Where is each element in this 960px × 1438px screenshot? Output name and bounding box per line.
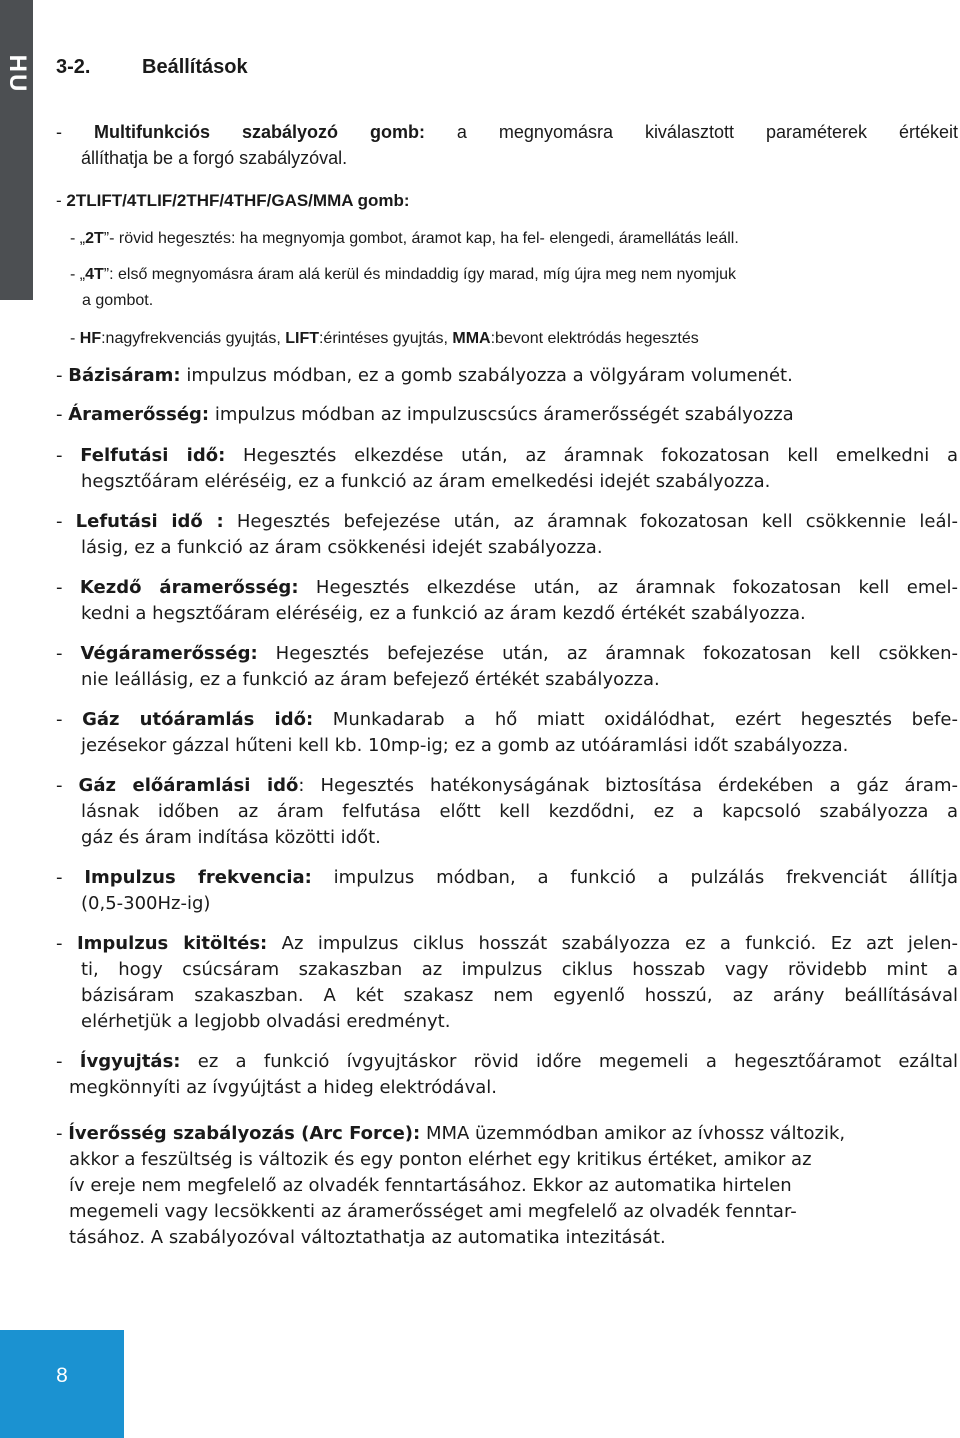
item-base-current (56, 363, 793, 389)
item-ignition-modes (70, 326, 699, 352)
text-line (56, 707, 958, 733)
items-t2-label: 2T (85, 230, 104, 247)
items-arcforce-l1: MMA üzemmódban amikor az ívhossz változik, (420, 1123, 846, 1144)
items-arcforce-l5: tásához. A szabályozóval változtathatja az automatika intezitását. (69, 1227, 666, 1248)
items-pregas-label: Gáz előáramlási idő (78, 775, 299, 796)
items-hf-lift: LIFT (285, 330, 319, 347)
section-title: Beállítások (142, 56, 248, 78)
page-number: 8 (56, 1364, 68, 1387)
items-duty-label: Impulzus kitöltés: (76, 933, 268, 954)
text-line (56, 575, 958, 601)
item-pregas (56, 773, 958, 851)
text-line (56, 119, 958, 145)
text-line (56, 865, 958, 891)
item-current (56, 402, 794, 428)
items-pregas-l2: lásnak időben az áram felfutása előtt kell kezdődni, ez a kapcsoló szabályozza a (81, 801, 958, 822)
dash: - (56, 577, 63, 598)
items-multi-l1: a megnyomásra kiválasztott paraméterek értékeit (424, 122, 958, 142)
items-end-label: Végáramerősség: (80, 643, 258, 664)
item-arc-force (56, 1121, 958, 1251)
item-start-current (56, 575, 958, 627)
items-pregas-l3: gáz és áram indítása közötti időt. (81, 827, 381, 848)
items-current-text: impulzus módban az impulzuscsúcs áramerősségét szabályozza (209, 404, 794, 425)
dash: - (56, 511, 63, 532)
items-pregas-l1: : Hegesztés hatékonyságának biztosítása érdekében a gáz áram- (298, 775, 958, 796)
dash: - (56, 365, 63, 386)
items-duty-l2: ti, hogy csúcsáram szakaszban az impulzus ciklus hosszab vagy rövidebb mint a (81, 959, 958, 980)
item-postgas (56, 707, 958, 759)
dash: - (56, 191, 62, 210)
dash: - (56, 1123, 63, 1144)
items-end-l2: nie leállásig, ez a funkció az áram befejező értékét szabályozza. (81, 669, 660, 690)
items-base-text: impulzus módban, ez a gomb szabályozza a völgyáram volumenét. (180, 365, 793, 386)
items-multi-l2: állíthatja be a forgó szabályzóval. (81, 148, 348, 168)
items-arcforce-l3: ív ereje nem megfelelő az olvadék fenntartásához. Ekkor az automatika hirtelen (69, 1175, 792, 1196)
items-end-l1: Hegesztés befejezése után, az áramnak fokozatosan kell csökken- (257, 643, 958, 664)
text-line (56, 188, 410, 214)
text-line (56, 363, 793, 389)
items-duty-l3: bázisáram szakaszban. A két szakasz nem egyenlő hosszú, az arány beállításával (81, 985, 958, 1006)
dash: - (56, 775, 63, 796)
dash: - (70, 330, 76, 347)
items-multi-label: Multifunkciós szabályozó gomb: (93, 122, 425, 142)
section-heading (56, 56, 248, 79)
language-code: HU (3, 54, 31, 94)
text-line (56, 509, 958, 535)
items-arcforce-label: Íverősség szabályozás (Arc Force): (68, 1123, 421, 1144)
dash: - (56, 643, 63, 664)
items-upslope-l1: Hegesztés elkezdése után, az áramnak fokozatosan kell emelkedni a (225, 445, 958, 466)
items-hf-mma-text: :bevont elektródás hegesztés (490, 330, 699, 347)
items-start-l2: kedni a hegsztőáram eléréséig, ez a funkció az áram kezdő értékét szabályozza. (81, 603, 806, 624)
text-line (56, 641, 958, 667)
item-mode-button (56, 188, 410, 214)
items-current-label: Áramerősség: (68, 404, 210, 425)
items-upslope-label: Felfutási idő: (80, 445, 226, 466)
items-t4-prefix: - „ (70, 266, 86, 283)
items-hotstart-l2: megkönnyíti az ívgyújtást a hideg elektródával. (69, 1077, 497, 1098)
dash: - (56, 122, 62, 142)
item-multifunction (56, 119, 958, 171)
items-mode-label: 2TLIFT/4TLIF/2THF/4THF/GAS/MMA gomb: (66, 191, 410, 210)
dash: - (56, 933, 63, 954)
language-tab (0, 0, 33, 300)
items-upslope-l2: hegsztőáram eléréséig, ez a funkció az áram emelkedési idejét szabályozza. (81, 471, 771, 492)
items-t4-label: 4T (85, 266, 104, 283)
items-base-label: Bázisáram: (68, 365, 181, 386)
dash: - (56, 404, 63, 425)
text-line (56, 773, 958, 799)
item-pulse-duty (56, 931, 958, 1035)
items-hf-hf: HF (79, 330, 102, 347)
items-postgas-l1: Munkadarab a hő miatt oxidálódhat, ezért hegesztés befe- (313, 709, 958, 730)
dash: - (56, 1051, 63, 1072)
item-end-current (56, 641, 958, 693)
dash: - (56, 867, 63, 888)
items-postgas-l2: jezésekor gázzal hűteni kell kb. 10mp-ig; ez a gomb az utóáramlási időt szabályozza. (81, 735, 849, 756)
items-downslope-l1: Hegesztés befejezése után, az áramnak fokozatosan kell csökkennie leál- (223, 511, 958, 532)
items-downslope-label: Lefutási idő : (75, 511, 224, 532)
item-pulse-frequency (56, 865, 958, 917)
text-line (56, 931, 958, 957)
item-hot-start (56, 1049, 958, 1101)
items-t4-l2: a gombot. (82, 292, 154, 309)
text-line (70, 326, 699, 352)
items-hotstart-l1: ez a funkció ívgyujtáskor rövid időre megemeli a hegesztőáramot ezáltal (180, 1051, 958, 1072)
items-hotstart-label: Ívgyujtás: (79, 1051, 181, 1072)
items-t2-text: ”- rövid hegesztés: ha megnyomja gombot, áramot kap, ha fel- elengedi, áramellátás leáll. (103, 230, 739, 247)
text-line (56, 1049, 958, 1075)
text-line (56, 443, 958, 469)
items-hf-mma: MMA (452, 330, 491, 347)
items-freq-label: Impulzus frekvencia: (84, 867, 312, 888)
text-line (56, 402, 794, 428)
items-t2-prefix: - „ (70, 230, 86, 247)
items-arcforce-l4: megemeli vagy lecsökkenti az áramerősséget ami megfelelő az olvadék fenntar- (69, 1201, 797, 1222)
items-t4-l1: ”: első megnyomásra áram alá kerül és mindaddig így marad, míg újra meg nem nyomjuk (103, 266, 737, 283)
items-hf-hf-text: :nagyfrekvenciás gyujtás, (101, 330, 281, 347)
dash: - (56, 445, 63, 466)
items-start-label: Kezdő áramerősség: (79, 577, 299, 598)
item-4t (70, 262, 736, 314)
dash: - (56, 709, 63, 730)
items-postgas-label: Gáz utóáramlás idő: (82, 709, 314, 730)
items-start-l1: Hegesztés elkezdése után, az áramnak fokozatosan kell emel- (298, 577, 958, 598)
text-line (56, 1121, 958, 1147)
text-line (70, 226, 739, 252)
items-duty-l4: elérhetjük a legjobb olvadási eredményt. (81, 1011, 451, 1032)
items-freq-l2: (0,5-300Hz-ig) (81, 893, 211, 914)
items-hf-lift-text: :érintéses gyujtás, (318, 330, 448, 347)
item-downslope (56, 509, 958, 561)
items-arcforce-l2: akkor a feszültség is változik és egy ponton elérhet egy kritikus értéket, amikor az (69, 1149, 812, 1170)
text-line (70, 262, 736, 288)
item-upslope (56, 443, 958, 495)
items-downslope-l2: lásig, ez a funkció az áram csökkenési idejét szabályozza. (81, 537, 603, 558)
items-duty-l1: Az impulzus ciklus hosszát szabályozza ez a funkció. Ez azt jelen- (267, 933, 958, 954)
item-2t (70, 226, 739, 252)
page-number-box (0, 1330, 124, 1438)
section-number: 3-2. (56, 56, 91, 78)
items-freq-l1: impulzus módban, a funkció a pulzálás frekvenciát állítja (311, 867, 958, 888)
